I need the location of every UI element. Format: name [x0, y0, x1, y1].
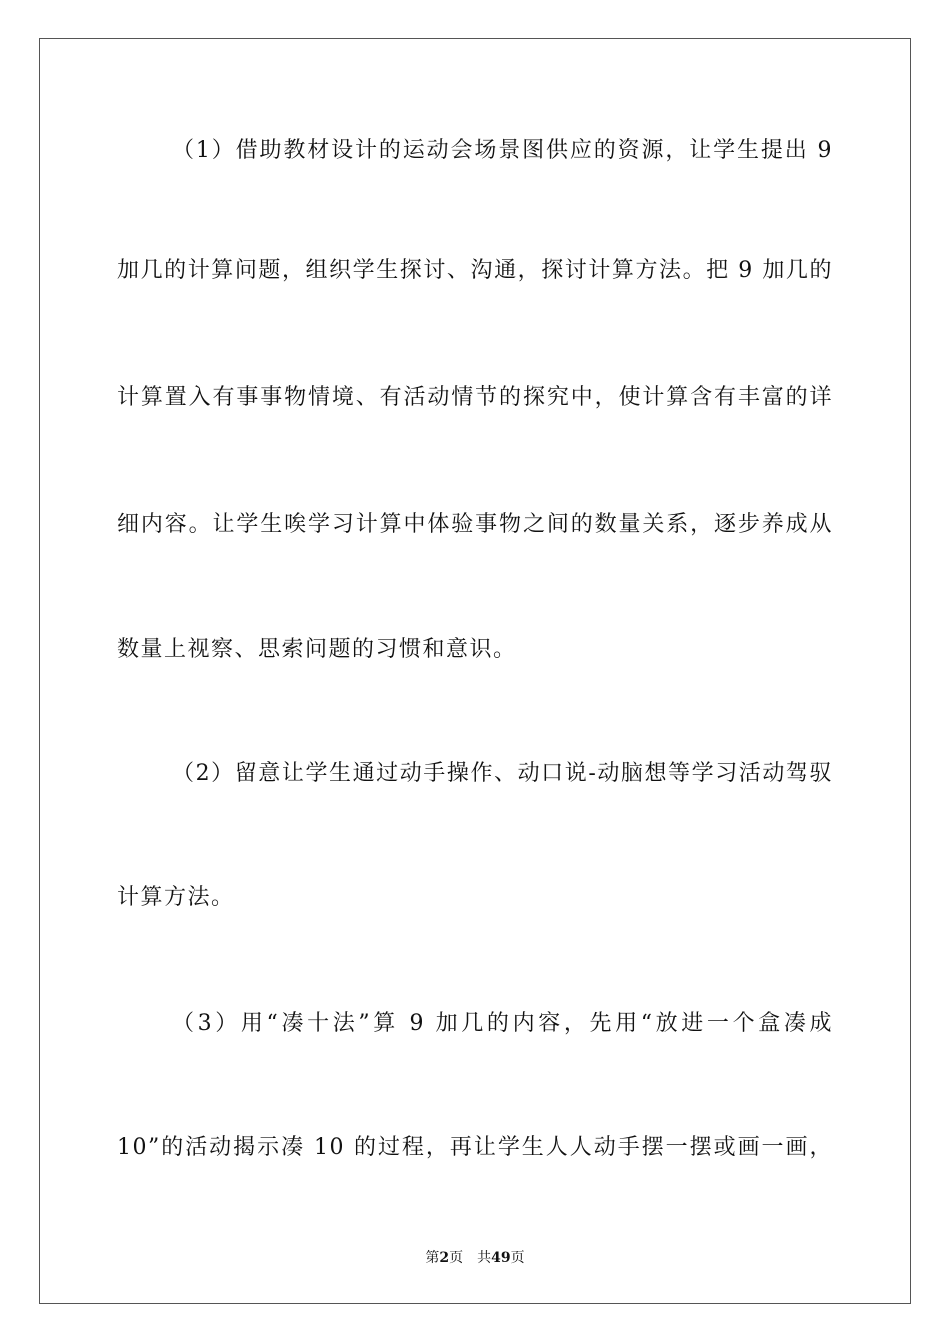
- footer-middle: 页 共: [449, 1250, 492, 1266]
- text-line-2: 加几的计算问题，组织学生探讨、沟通，探讨计算方法。把 9 加几的: [117, 258, 833, 283]
- footer-prefix: 第: [425, 1250, 440, 1266]
- text-line-4: 细内容。让学生唉学习计算中体验事物之间的数量关系，逐步养成从: [117, 512, 833, 537]
- text-line-9: 10”的活动揭示凑 10 的过程，再让学生人人动手摆一摆或画一画，: [117, 1135, 833, 1160]
- text-line-3: 计算置入有事事物情境、有活动情节的探究中，使计算含有丰富的详: [117, 385, 833, 410]
- total-page-count: 49: [491, 1250, 511, 1266]
- page-footer: [0, 1247, 950, 1267]
- text-line-1: （1）借助教材设计的运动会场景图供应的资源，让学生提出 9: [172, 138, 833, 163]
- text-line-8: （3）用“凑十法”算 9 加几的内容，先用“放进一个盒凑成: [172, 1011, 833, 1036]
- text-line-6: （2）留意让学生通过动手操作、动口说-动脑想等学习活动驾驭: [172, 761, 833, 786]
- footer-suffix: 页: [510, 1250, 525, 1266]
- text-line-5: 数量上视察、思索问题的习惯和意识。: [117, 637, 517, 662]
- page-border: [39, 38, 911, 1304]
- current-page-number: 2: [439, 1250, 450, 1266]
- text-line-7: 计算方法。: [117, 885, 235, 910]
